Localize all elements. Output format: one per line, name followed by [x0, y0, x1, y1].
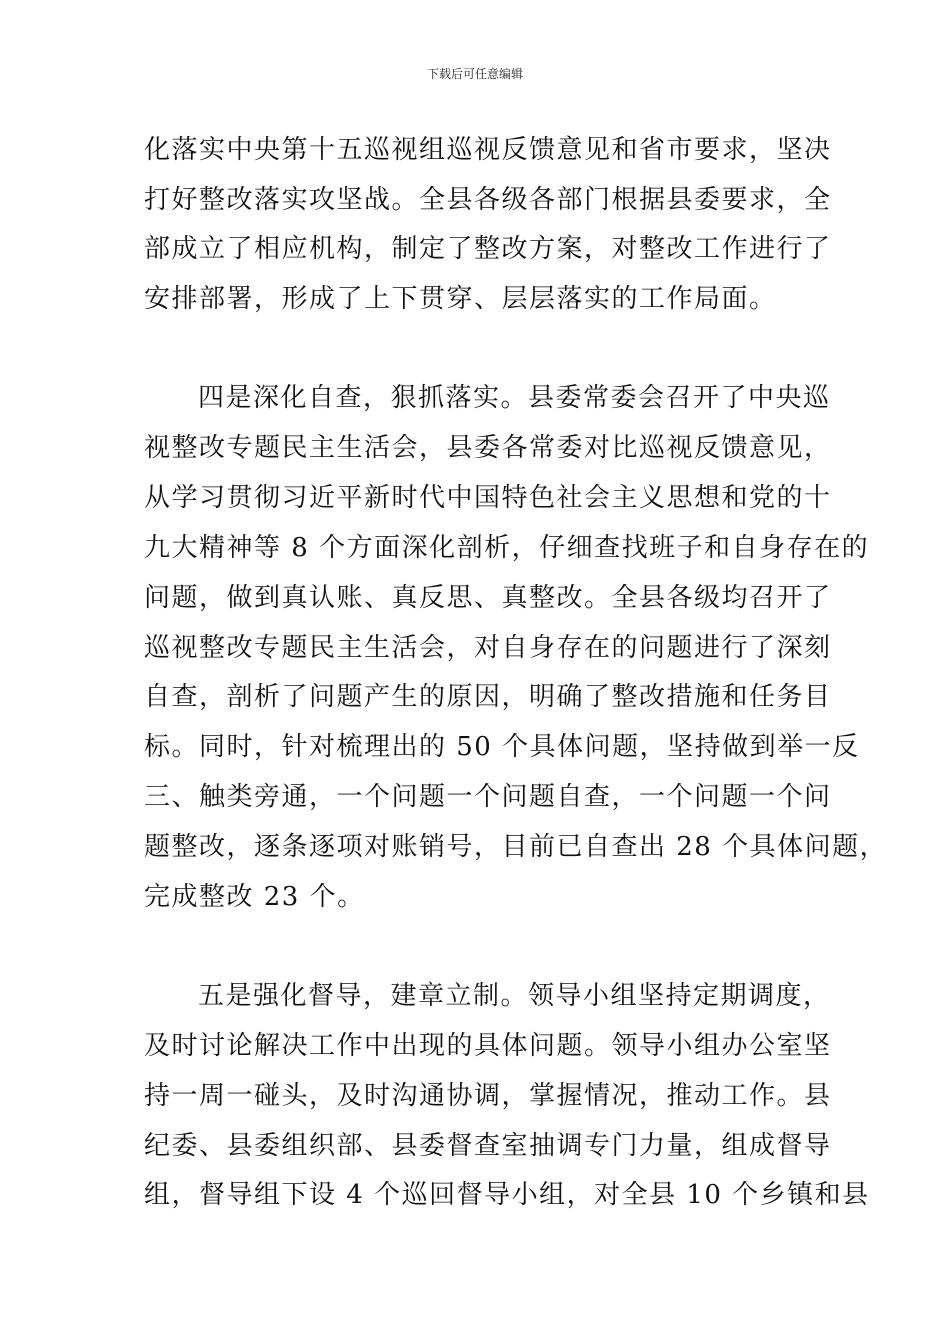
page-header: 下载后可任意编辑 [426, 67, 523, 81]
paragraph-line: 部成立了相应机构，制定了整改方案，对整改工作进行了 [144, 234, 832, 264]
paragraph-line: 安排部署，形成了上下贯穿、层层落实的工作局面。 [144, 284, 777, 314]
paragraph-line: 持一周一碰头，及时沟通协调，掌握情况，推动工作。县 [144, 1081, 832, 1111]
paragraph-line: 及时讨论解决工作中出现的具体问题。领导小组办公室坚 [144, 1031, 832, 1061]
paragraph-line: 五是强化督导，建章立制。领导小组坚持定期调度， [198, 981, 831, 1011]
paragraph-line: 问题，做到真认账、真反思、真整改。全县各级均召开了 [144, 583, 832, 613]
paragraph-line: 组，督导组下设 4 个巡回督导小组，对全县 10 个乡镇和县 [144, 1180, 870, 1210]
paragraph-line: 四是深化自查，狠抓落实。县委常委会召开了中央巡 [198, 383, 831, 413]
paragraph-line: 化落实中央第十五巡视组巡视反馈意见和省市要求，坚决 [144, 135, 832, 165]
paragraph-line: 九大精神等 8 个方面深化剖析，仔细查找班子和自身存在的 [144, 533, 870, 563]
paragraph-line: 从学习贯彻习近平新时代中国特色社会主义思想和党的十 [144, 483, 832, 513]
paragraph-line: 完成整改 23 个。 [144, 882, 365, 912]
paragraph-line: 三、触类旁通，一个问题一个问题自查，一个问题一个问 [144, 782, 832, 812]
paragraph-line: 自查，剖析了问题产生的原因，明确了整改措施和任务目 [144, 682, 832, 712]
paragraph-line: 题整改，逐条逐项对账销号，目前已自查出 28 个具体问题， [144, 832, 888, 862]
paragraph-line: 打好整改落实攻坚战。全县各级各部门根据县委要求，全 [144, 185, 832, 215]
paragraph-line: 巡视整改专题民主生活会，对自身存在的问题进行了深刻 [144, 633, 832, 663]
paragraph-line: 视整改专题民主生活会，县委各常委对比巡视反馈意见， [144, 433, 832, 463]
paragraph-line: 纪委、县委组织部、县委督查室抽调专门力量，组成督导 [144, 1131, 832, 1161]
paragraph-line: 标。同时，针对梳理出的 50 个具体问题，坚持做到举一反 [144, 732, 860, 762]
